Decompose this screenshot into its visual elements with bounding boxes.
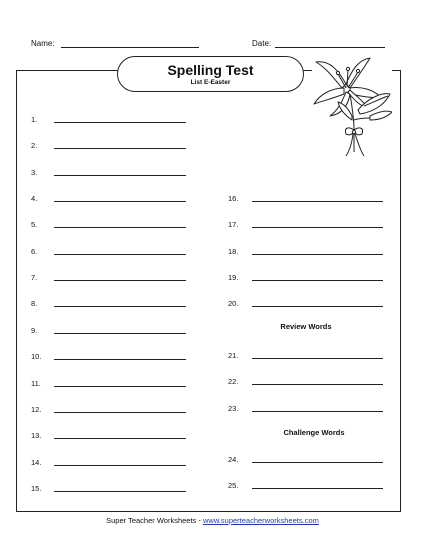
item-number: 11. xyxy=(31,378,41,388)
item-number: 25. xyxy=(228,481,239,491)
name-label: Name: xyxy=(31,39,55,48)
item-number: 24. xyxy=(228,455,239,464)
date-label: Date: xyxy=(252,39,272,48)
page-title: Spelling Test xyxy=(167,62,254,78)
answer-line[interactable] xyxy=(252,306,383,307)
date-field[interactable] xyxy=(275,47,385,48)
answer-line[interactable] xyxy=(252,201,383,202)
answer-line[interactable] xyxy=(54,122,186,123)
review-words-heading: Review Words xyxy=(280,322,332,331)
item-number: 6. xyxy=(31,246,38,256)
answer-line[interactable] xyxy=(54,201,186,202)
answer-line[interactable] xyxy=(252,227,383,228)
answer-line[interactable] xyxy=(252,411,383,412)
answer-line[interactable] xyxy=(252,254,383,255)
item-number: 14. xyxy=(31,457,42,467)
footer xyxy=(0,516,425,525)
item-number: 3. xyxy=(31,167,38,177)
item-number: 15. xyxy=(31,483,42,493)
answer-line[interactable] xyxy=(54,175,186,176)
answer-line[interactable] xyxy=(252,488,383,489)
answer-line[interactable] xyxy=(54,386,186,387)
answer-line[interactable] xyxy=(252,462,383,463)
item-number: 10. xyxy=(31,352,42,362)
item-number: 7. xyxy=(31,273,38,283)
item-number: 4. xyxy=(31,194,38,204)
challenge-words-heading: Challenge Words xyxy=(283,428,345,437)
answer-line[interactable] xyxy=(54,438,186,439)
easter-lily-icon xyxy=(308,50,392,162)
answer-line[interactable] xyxy=(54,148,186,149)
item-number: 13. xyxy=(31,431,42,441)
item-number: 12. xyxy=(31,404,42,414)
item-number: 2. xyxy=(31,141,38,151)
answer-line[interactable] xyxy=(54,412,186,413)
item-number: 19. xyxy=(228,273,239,283)
footer-text: Super Teacher Worksheets - xyxy=(106,516,203,525)
answer-line[interactable] xyxy=(54,306,186,307)
answer-line[interactable] xyxy=(54,359,186,360)
answer-line[interactable] xyxy=(54,491,186,492)
item-number: 1. xyxy=(31,115,38,124)
item-number: 18. xyxy=(228,246,239,256)
item-number: 16. xyxy=(228,194,239,203)
item-number: 8. xyxy=(31,299,38,309)
answer-line[interactable] xyxy=(252,384,383,385)
item-number: 21. xyxy=(228,351,239,360)
item-number: 5. xyxy=(31,220,38,230)
answer-line[interactable] xyxy=(252,358,383,359)
answer-line[interactable] xyxy=(54,333,186,334)
page-subtitle: List E-Easter xyxy=(190,79,231,86)
answer-line[interactable] xyxy=(54,465,186,466)
item-number: 23. xyxy=(228,403,239,413)
answer-line[interactable] xyxy=(54,280,186,281)
item-number: 22. xyxy=(228,377,239,387)
footer-link[interactable]: www.superteacherworksheets.com xyxy=(202,516,319,525)
item-number: 17. xyxy=(228,220,239,230)
item-number: 9. xyxy=(31,325,38,335)
item-number: 20. xyxy=(228,299,239,309)
answer-line[interactable] xyxy=(252,280,383,281)
answer-line[interactable] xyxy=(54,254,186,255)
name-field[interactable] xyxy=(61,47,199,48)
answer-line[interactable] xyxy=(54,227,186,228)
title-box xyxy=(117,56,304,92)
